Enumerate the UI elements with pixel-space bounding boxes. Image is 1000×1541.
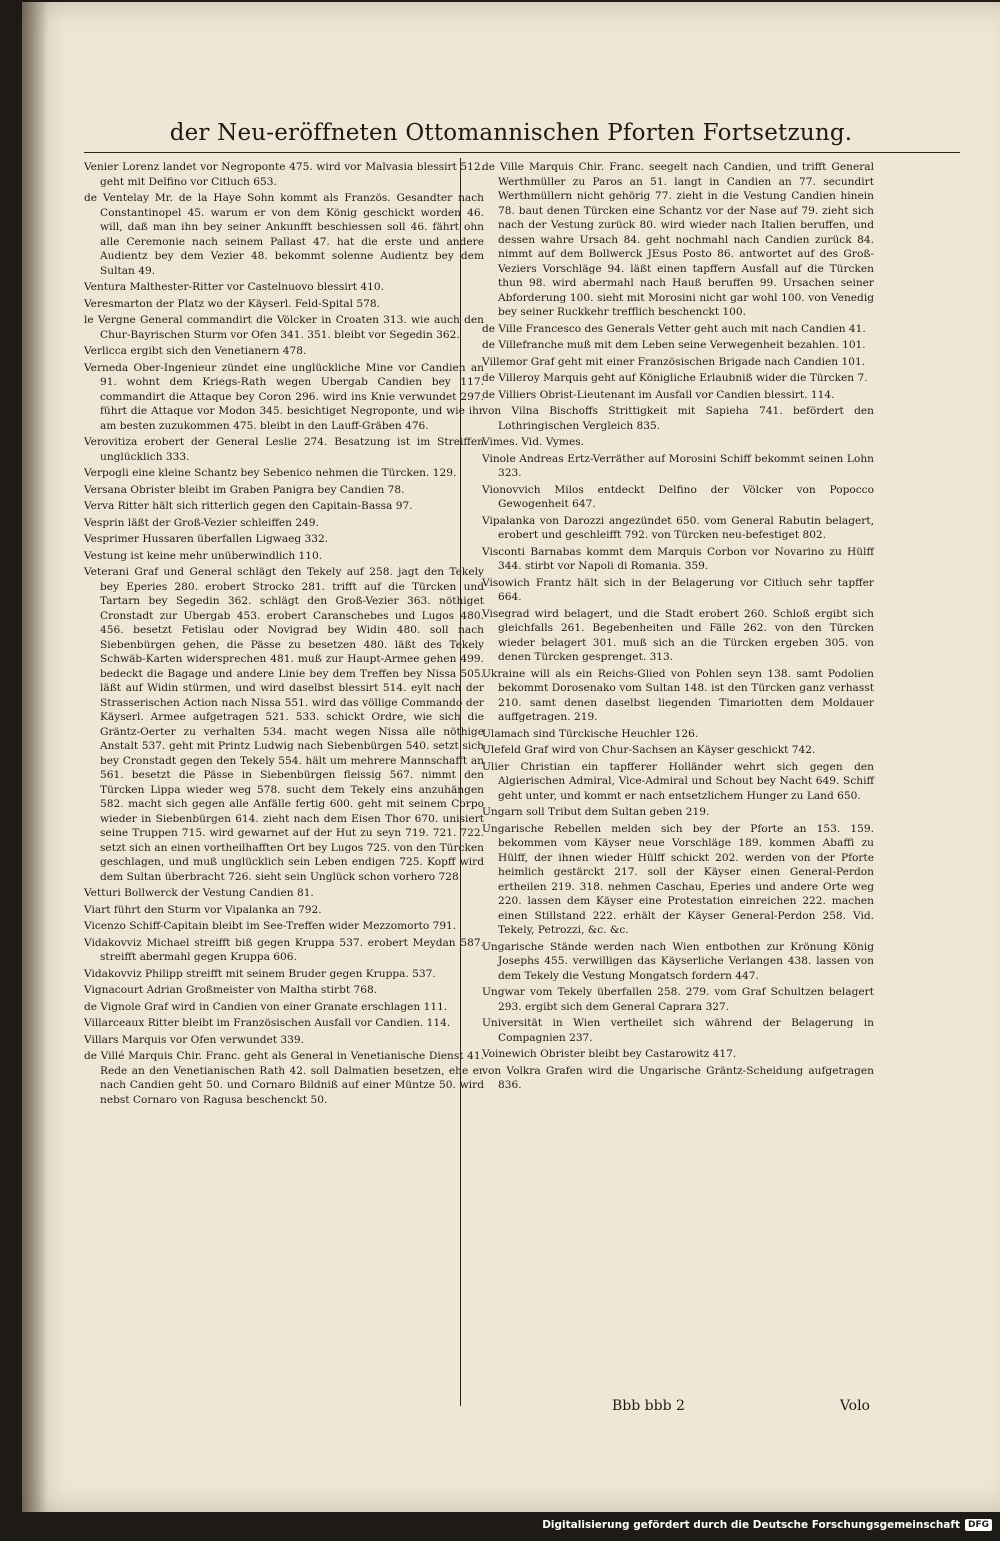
index-entry: de Ventelay Mr. de la Haye Sohn kommt als Französ. Gesandter nach Constantinopel 45. warum er von dem König geschickt worden 46. will, daß man ihn bey seiner Ankunfft beschiessen soll 46. fährt ohn alle Ceremonie nach seinem Pallast 47. hat die erste und andere Audientz bey dem Vezier 48. bekommt solenne Audientz bey dem Sultan 49. [84, 192, 484, 277]
index-entry: Vesprimer Hussaren überfallen Ligwaeg 332. [84, 533, 329, 545]
signature-mark: Bbb bbb 2 [612, 1398, 685, 1414]
index-entry: Ungwar vom Tekely überfallen 258. 279. vom Graf Schultzen belagert 293. ergibt sich dem General Caprara 327. [482, 986, 874, 1013]
credit-text: Digitalisierung gefördert durch die Deutsche Forschungsgemeinschaft [542, 1519, 960, 1531]
catchword: Volo [839, 1398, 870, 1414]
index-entry: von Volkra Grafen wird die Ungarische Gräntz-Scheidung aufgetragen 836. [482, 1064, 874, 1091]
index-entry: Verpogli eine kleine Schantz bey Sebenico nehmen die Türcken. 129. [84, 467, 457, 479]
index-entry: Vimes. Vid. Vymes. [482, 436, 585, 448]
index-entry: de Villé Marquis Chir. Franc. geht als General in Venetianische Dienst 41. Rede an den Venetianischen Rath 42. soll Dalmatien besetzen, ehe er nach Candien geht 50. und Cornaro Bildniß auf einer Müntze 50. wird nebst Cornaro von Ragusa beschenckt 50. [84, 1050, 484, 1106]
index-entry: Vidakovviz Philipp streifft mit seinem Bruder gegen Kruppa. 537. [84, 967, 436, 980]
index-entry: Vestung ist keine mehr unüberwindlich 110. [84, 549, 323, 562]
index-entry: Visegrad wird belagert, und die Stadt erobert 260. Schloß ergibt sich gleichfalls 261. Begebenheiten und Fälle 262. von den Türcken wieder belagert 301. muß sich an die Türcken ergeben 305. von denen Türcken gesprenget. 313. [482, 607, 874, 663]
header-rule [84, 152, 960, 153]
index-entry: Vicenzo Schiff-Capitain bleibt im See-Treffen wider Mezzomorto 791. [84, 920, 457, 932]
index-entry: de Villiers Obrist-Lieutenant im Ausfall vor Candien blessirt. 114. [482, 388, 835, 401]
index-column-left [84, 160, 484, 1109]
index-entry: de Ville Francesco des Generals Vetter geht auch mit nach Candien 41. [482, 322, 866, 335]
index-entry: Veresmarton der Platz wo der Käyserl. Feld-Spital 578. [84, 297, 381, 310]
index-entry: de Villefranche muß mit dem Leben seine Verwegenheit bezahlen. 101. [482, 339, 866, 351]
index-entry: Verneda Ober-Ingenieur zündet eine unglückliche Mine vor Candien an 91. wohnt dem Kriegs-Rath wegen Ubergab Candien bey 117. commandirt die Attaque bey Coron 296. wird ins Knie verwundet 297. führt die Attaque vor Modon 345. besichtiget Negroponte, und wie ihr am besten zuzukommen 475. bleibt in den Lauff-Gräben 476. [84, 361, 484, 432]
index-entry: Vipalanka von Darozzi angezündet 650. vom General Rabutin belagert, erobert und geschleifft 792. von Türcken neu-befestiget 802. [482, 514, 874, 541]
index-entry: Vinole Andreas Ertz-Verräther auf Morosini Schiff bekommt seinen Lohn 323. [482, 452, 874, 479]
index-entry: Ungarische Stände werden nach Wien entbothen zur Krönung König Josephs 455. verwilligen das Käyserliche Verlangen 438. lassen von dem Tekely die Vestung Mongatsch fordern 447. [482, 940, 874, 982]
index-entry: Ungarische Rebellen melden sich bey der Pforte an 153. 159. bekommen vom Käyser neue Vorschläge 189. kommen Abaffi zu Hülff, der ihnen wieder Hülff schickt 202. werden von der Pforte heimlich gestärckt 217. soll der Käyser einen General-Perdon ertheilen 219. 318. nehmen Caschau, Eperies und andere Orte weg 220. lassen dem Käyser eine Protestation einreichen 222. machen einen Stillstand 222. erhält der Käyser General-Perdon 258. Vid. Tekely, Petrozzi, &c. &c. [482, 822, 874, 936]
index-entry: Ulamach sind Türckische Heuchler 126. [482, 727, 699, 740]
index-entry: Visowich Frantz hält sich in der Belagerung vor Citluch sehr tapffer 664. [482, 576, 874, 603]
index-entry: de Vignole Graf wird in Candien von einer Granate erschlagen 111. [84, 1000, 448, 1013]
index-entry: Vidakovviz Michael streifft biß gegen Kruppa 537. erobert Meydan 587. streifft abermahl gegen Kruppa 606. [84, 936, 484, 963]
index-entry: Universität in Wien vertheilet sich während der Belagerung in Compagnien 237. [482, 1017, 874, 1044]
dfg-logo: DFG [965, 1519, 992, 1531]
index-entry: Veterani Graf und General schlägt den Tekely auf 258. jagt den Tekely bey Eperies 280. erobert Strocko 281. trifft auf die Türcken und Tartarn bey Segedin 362. schlägt den Groß-Vezier 363. nöthiget Cronstadt zur Ubergab 453. erobert Caranschebes und Lugos 480. 456. besetzt Fetislau oder Novigrad bey Widin 480. soll nach Siebenbürgen gehen, die Pässe zu besetzen 480. läßt des Tekely Schwäb-Karten widersprechen 481. muß zur Haupt-Armee gehen 499. bedeckt die Bagage und andere Linie bey dem Treffen bey Nissa 505. läßt auf Widin stürmen, und wird daselbst blessirt 514. eylt nach der Strasserischen Action nach Nissa 551. wird das völlige Commando der Käyserl. Armee aufgetragen 521. 533. schickt Ordre, wie sich die Gräntz-Oerter zu verhalten 534. macht wegen Nissa alle nöthige Anstalt 537. geht mit Printz Ludwig nach Siebenbürgen 540. setzt sich bey Cronstadt gegen den Tekely 554. hält um mehrere Mannschafft an 561. besetzt die Pässe in Siebenbürgen fleissig 567. nimmt den Türcken Lippa wieder weg 578. sucht dem Tekely eins anzuhängen 582. macht sich gegen alle Anfälle fertig 600. geht mit seinem Corpo wieder in Siebenbürgen 614. zieht nach dem Eisen Thor 670. unisiert seine Truppen 715. wird gewarnet auf der Hut zu seyn 719. 721. 722. setzt sich an einen vortheilhafften Ort bey Lugos 725. von den Türcken geschlagen, und muß unglücklich sein Leben endigen 725. Kopff wird dem Sultan überbracht 726. sieht sein Unglück schon vorhero 728. [84, 566, 484, 883]
index-entry: Verlicca ergibt sich den Venetianern 478. [84, 345, 307, 357]
index-entry: Ungarn soll Tribut dem Sultan geben 219. [482, 806, 710, 818]
index-entry: de Villeroy Marquis geht auf Königliche Erlaubniß wider die Türcken 7. [482, 372, 868, 384]
index-entry: Venier Lorenz landet vor Negroponte 475. wird vor Malvasia blessirt 512. geht mit Delfino vor Citluch 653. [84, 161, 484, 188]
index-entry: Ventura Malthester-Ritter vor Castelnuovo blessirt 410. [84, 281, 384, 293]
index-entry: Voinewich Obrister bleibt bey Castarowitz 417. [482, 1048, 737, 1060]
book-page [22, 2, 1000, 1512]
page-header: der Neu-eröffneten Ottomannischen Pforten Fortsetzung. [169, 120, 853, 146]
index-entry: Villemor Graf geht mit einer Französischen Brigade nach Candien 101. [482, 355, 866, 368]
index-entry: Villars Marquis vor Ofen verwundet 339. [84, 1033, 304, 1046]
index-entry: Ulier Christian ein tapfferer Holländer wehrt sich gegen den Algierischen Admiral, Vice-Admiral und Schout bey Nacht 649. Schiff geht unter, und kommt er nach entsetzlichem Hunger zu Land 650. [482, 760, 874, 802]
index-entry: le Vergne General commandirt die Völcker in Croaten 313. wie auch den Chur-Bayrischen Sturm vor Ofen 341. 351. bleibt vor Segedin 362. [84, 314, 484, 341]
index-entry: de Ville Marquis Chir. Franc. seegelt nach Candien, und trifft General Werthmüller zu Paros an 51. langt in Candien an 77. secundirt Werthmüllern nicht gehörig 77. zieht in die Vestung Candien hinein 78. baut denen Türcken eine Schantz vor der Nase auf 79. zieht sich nach der Vestung zurück 80. wird wieder nach Italien beruffen, und dessen wahre Ursach 84. geht nochmahl nach Candien zurück 84. nimmt auf dem Bollwerck JEsus Posto 86. antwortet auf des Groß-Veziers Vorschläge 94. läßt einen tapffern Ausfall auf die Türcken thun 98. wird abermahl nach Hauß beruffen 99. Ursachen seiner Abforderung 100. sieht mit Morosini nicht gar wohl 100. von Venedig bey seiner Ruckkehr trefflich beschenckt 100. [482, 161, 874, 318]
column-divider [460, 158, 461, 1406]
index-entry: Vionovvich Milos entdeckt Delfino der Völcker von Popocco Gewogenheit 647. [482, 483, 874, 510]
index-entry: Versana Obrister bleibt im Graben Panigra bey Candien 78. [84, 483, 405, 496]
index-entry: Verovitiza erobert der General Leslie 274. Besatzung ist im Streiffen unglücklich 333. [84, 436, 484, 463]
index-entry: Vignacourt Adrian Großmeister von Maltha stirbt 768. [84, 984, 378, 996]
index-entry: von Vilna Bischoffs Strittigkeit mit Sapieha 741. befördert den Lothringischen Vergleich 835. [482, 405, 874, 432]
index-entry: Visconti Barnabas kommt dem Marquis Corbon vor Novarino zu Hülff 344. stirbt vor Napoli di Romania. 359. [482, 545, 874, 572]
index-entry: Vesprin läßt der Groß-Vezier schleiffen 249. [84, 516, 319, 529]
index-column-right [482, 160, 874, 1095]
index-entry: Ukraine will als ein Reichs-Glied von Pohlen seyn 138. samt Podolien bekommt Dorosenako vom Sultan 148. ist den Türcken ganz verhasst 210. samt denen daselbst liegenden Timariotten dem Moldauer auffgetragen. 219. [482, 667, 874, 723]
index-entry: Viart führt den Sturm vor Vipalanka an 792. [84, 903, 322, 916]
index-entry: Vetturi Bollwerck der Vestung Candien 81. [84, 887, 314, 899]
digitization-credit [542, 1519, 992, 1531]
index-entry: Verva Ritter hält sich ritterlich gegen den Capitain-Bassa 97. [84, 500, 413, 512]
index-entry: Villarceaux Ritter bleibt im Französischen Ausfall vor Candien. 114. [84, 1017, 451, 1029]
index-entry: Ulefeld Graf wird von Chur-Sachsen an Käyser geschickt 742. [482, 744, 816, 756]
page-gutter-shadow [22, 2, 48, 1512]
